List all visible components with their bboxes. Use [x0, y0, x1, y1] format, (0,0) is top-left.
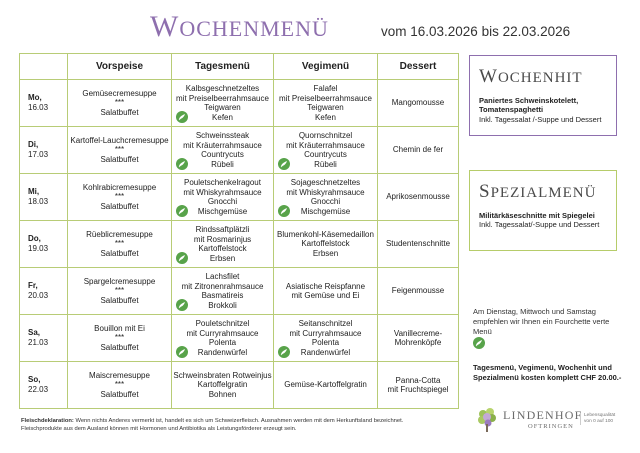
day-name: Do, — [28, 234, 41, 243]
dessert-cell — [378, 315, 459, 362]
vegimenu-cell-line: Teigwaren — [307, 103, 344, 112]
tagesmenu-cell-line: Schweinsbraten Rotweinjus — [173, 370, 272, 380]
vorspeise-cell — [68, 80, 172, 127]
tagesmenu-cell-line: Kartoffelstock — [198, 244, 247, 253]
vorspeise-cell-line: Maiscremesuppe — [89, 370, 150, 380]
vorspeise-cell-line: *** — [114, 145, 125, 155]
vorspeise-cell-line: *** — [114, 333, 125, 343]
dessert-cell — [378, 80, 459, 127]
fourchette-verte-icon — [278, 346, 290, 358]
dessert-cell-line: Vanillecreme- — [393, 328, 443, 338]
logo-subtitle: OFTRINGEN — [528, 423, 574, 430]
dessert-cell-line: Aprikosenmousse — [386, 192, 450, 202]
vegimenu-cell-line: mit Whiskyrahmsauce — [286, 187, 365, 197]
day-name: Mi, — [28, 187, 40, 196]
tagesmenu-cell-line: Pouletschnitzel — [195, 319, 250, 328]
day-cell — [20, 362, 68, 409]
vegimenu-cell-line: mit Curryrahmsauce — [289, 328, 362, 338]
vorspeise-cell-line: Kohlrabicremesuppe — [82, 182, 157, 192]
table-row — [20, 127, 459, 174]
menu-table — [19, 53, 459, 409]
dessert-cell-line: Feigenmousse — [391, 286, 445, 296]
dessert-cell — [378, 268, 459, 315]
fourchette-verte-icon — [176, 205, 188, 217]
meat-declaration-text1: Wenn nichts Anderes vermerkt ist, handelt es sich um Schweizerfleisch. Ausnahmen werden mit dem Herkunftsland bezeichnet. — [73, 418, 404, 424]
day-cell — [20, 315, 68, 362]
fourchette-verte-icon — [176, 158, 188, 170]
vorspeise-cell — [68, 315, 172, 362]
vegimenu-cell-line: Countrycuts — [304, 150, 347, 159]
vorspeise-cell-line: *** — [114, 380, 125, 390]
vorspeise-cell-line: *** — [114, 239, 125, 249]
tagesmenu-cell-line: Kartoffelgratin — [197, 380, 248, 390]
menu-body — [20, 80, 459, 409]
table-row — [20, 80, 459, 127]
table-row — [20, 221, 459, 268]
vorspeise-cell-line: Salatbuffet — [100, 389, 139, 399]
dessert-cell-line: Chemin de fer — [392, 145, 444, 155]
day-date: 16.03 — [28, 103, 49, 112]
vegimenu-cell-line: Kartoffelstock — [301, 239, 350, 249]
tagesmenu-cell-line: Schweinssteak — [195, 131, 250, 140]
spezialmenu-extra: Inkl. Tagessalat/-Suppe und Dessert — [479, 220, 600, 230]
tagesmenu-cell-line: mit Zitronenrahmsauce — [181, 281, 264, 291]
tagesmenu-cell-line: Lachsfilet — [205, 272, 240, 281]
tagesmenu-cell-line: mit Kräuterrahmsauce — [183, 140, 262, 150]
page-title-initial: W — [150, 10, 180, 43]
price-note: Tagesmenü, Vegimenü, Wochenhit und Spezialmenü kosten komplett CHF 20.00.- — [473, 363, 622, 382]
day-cell — [20, 80, 68, 127]
table-row — [20, 315, 459, 362]
vegimenu-cell-line: Kefen — [315, 112, 336, 122]
vorspeise-cell-line: Spargelcremesuppe — [83, 276, 156, 286]
vorspeise-cell-line: Salatbuffet — [100, 107, 139, 117]
spezialmenu-box — [469, 170, 617, 251]
fourchette-verte-icon — [278, 158, 290, 170]
vegimenu-cell — [274, 127, 378, 174]
vorspeise-cell-line: *** — [114, 98, 125, 108]
dessert-cell-line: Panna-Cotta — [395, 375, 441, 385]
table-row — [20, 174, 459, 221]
vorspeise-cell-line: Bouillon mit Ei — [94, 323, 145, 333]
tagesmenu-cell-line: Countrycuts — [201, 150, 244, 159]
vegimenu-cell-line: Mischgemüse — [300, 206, 351, 216]
dessert-cell — [378, 362, 459, 409]
vorspeise-cell — [68, 174, 172, 221]
day-name: Mo, — [28, 93, 42, 102]
tagesmenu-cell-line: Rindssaftplätzli — [195, 225, 250, 234]
day-cell — [20, 127, 68, 174]
vorspeise-cell-line: Salatbuffet — [100, 342, 139, 352]
meat-declaration-text2: Fleischprodukte aus dem Ausland können mit Hormonen und Antibiotika als Leistungsförderer erzeugt sein. — [21, 425, 297, 432]
fourchette-verte-icon — [176, 299, 188, 311]
spezialmenu-title: SPEZIALMENÜ — [479, 181, 597, 202]
vegimenu-cell — [274, 221, 378, 268]
page-title-rest: OCHENMENÜ — [179, 16, 329, 41]
day-date: 20.03 — [28, 291, 49, 300]
wochenhit-box — [469, 55, 617, 136]
dessert-cell-line: mit Fruchtspiegel — [387, 385, 449, 394]
lindenhof-logo — [476, 405, 626, 440]
day-name: Sa, — [28, 328, 41, 337]
day-date: 21.03 — [28, 338, 49, 347]
tagesmenu-cell-line: Randenwürfel — [197, 347, 248, 357]
vorspeise-cell-line: *** — [114, 192, 125, 202]
tagesmenu-cell-line: Polenta — [208, 338, 237, 347]
vorspeise-cell-line: Rüeblicremesuppe — [86, 229, 153, 239]
day-date: 18.03 — [28, 197, 49, 206]
tagesmenu-cell-line: mit Preiselbeerrahmsauce — [176, 93, 269, 103]
tagesmenu-cell-line: Gnocchi — [207, 197, 238, 206]
day-cell — [20, 221, 68, 268]
tagesmenu-cell-line: mit Rosmarinjus — [193, 234, 252, 244]
tagesmenu-cell-line: mit Curryrahmsauce — [186, 328, 259, 338]
vorspeise-cell — [68, 362, 172, 409]
vegimenu-cell-line: Rübeli — [314, 159, 337, 169]
vegimenu-cell-line: mit Gemüse und Ei — [291, 291, 360, 300]
day-date: 22.03 — [28, 385, 49, 394]
vorspeise-cell-line: Salatbuffet — [100, 248, 139, 258]
tagesmenu-cell-line: Teigwaren — [204, 103, 241, 112]
tagesmenu-cell — [172, 268, 274, 315]
tagesmenu-cell — [172, 174, 274, 221]
dessert-cell — [378, 127, 459, 174]
table-row — [20, 268, 459, 315]
linden-tree-icon — [476, 407, 498, 433]
header-vorspeise: Vorspeise — [68, 54, 172, 80]
logo-tagline: Lebensqualität von 0 auf 100 — [580, 413, 624, 425]
wochenhit-title: WOCHENHIT — [479, 66, 583, 87]
fourchette-verte-icon — [278, 205, 290, 217]
vegimenu-cell — [274, 315, 378, 362]
vorspeise-cell-line: *** — [114, 286, 125, 296]
vegimenu-cell-line: Erbsen — [312, 248, 339, 258]
vegimenu-cell — [274, 268, 378, 315]
fourchette-note: Am Dienstag, Mittwoch und Samstag empfehlen wir Ihnen ein Fourchette verte Menü — [473, 307, 610, 336]
header-dessert: Dessert — [378, 54, 459, 80]
vegimenu-cell — [274, 80, 378, 127]
dessert-cell — [378, 221, 459, 268]
tagesmenu-cell-line: Rübeli — [211, 159, 234, 169]
page-title — [150, 10, 329, 44]
vorspeise-cell — [68, 268, 172, 315]
dessert-cell-line: Studentenschnitte — [385, 239, 451, 249]
spezialmenu-dish: Militärkäseschnitte mit Spiegelei — [479, 211, 595, 220]
logo-brand: LINDENHOF — [503, 408, 583, 422]
fourchette-verte-icon — [176, 111, 188, 123]
table-header-row — [20, 54, 459, 80]
spezialmenu-body — [479, 211, 613, 230]
vorspeise-cell — [68, 221, 172, 268]
wochenhit-dish: Paniertes Schweinskotelett, Tomatenspaghetti — [479, 96, 579, 115]
vorspeise-cell-line: Kartoffel-Lauchcremesuppe — [70, 135, 169, 145]
day-name: So, — [28, 375, 41, 384]
wochenhit-extra: Inkl. Tagessalat /-Suppe und Dessert — [479, 114, 602, 124]
day-cell — [20, 174, 68, 221]
meat-declaration-label: Fleischdeklaration: — [21, 418, 74, 424]
vegimenu-cell-line: Blumenkohl-Käsemedaillon — [277, 229, 374, 239]
header-tagesmenu: Tagesmenü — [172, 54, 274, 80]
tagesmenu-cell-line: Brokkoli — [208, 300, 237, 310]
fourchette-verte-icon — [176, 252, 188, 264]
day-date: 17.03 — [28, 150, 49, 159]
day-name: Fr, — [28, 281, 38, 290]
vorspeise-cell-line: Salatbuffet — [100, 201, 139, 211]
tagesmenu-cell-line: Kefen — [212, 112, 233, 122]
tagesmenu-cell-line: mit Whiskyrahmsauce — [183, 187, 262, 197]
day-cell — [20, 268, 68, 315]
vegimenu-cell — [274, 174, 378, 221]
day-name: Di, — [28, 140, 39, 149]
vegimenu-cell-line: Gnocchi — [310, 197, 341, 206]
meat-declaration — [21, 418, 461, 433]
dessert-cell-line: Mohrenköpfe — [394, 338, 442, 347]
dessert-cell-line: Mangomousse — [391, 98, 445, 108]
vegimenu-cell-line: Seitanschnitzel — [298, 319, 353, 328]
dessert-cell — [378, 174, 459, 221]
tagesmenu-cell — [172, 315, 274, 362]
tagesmenu-cell-line: Kalbsgeschnetzeltes — [185, 84, 260, 93]
tagesmenu-cell — [172, 362, 274, 409]
vegimenu-cell-line: Polenta — [311, 338, 340, 347]
vorspeise-cell-line: Salatbuffet — [100, 295, 139, 305]
vegimenu-cell-line: Sojageschnetzeltes — [290, 178, 361, 187]
day-date: 19.03 — [28, 244, 49, 253]
header-day — [20, 54, 68, 80]
tagesmenu-cell-line: Basmatireis — [201, 291, 244, 300]
tagesmenu-cell — [172, 127, 274, 174]
wochenhit-body — [479, 96, 613, 124]
vegimenu-cell-line: Quornschnitzel — [298, 131, 353, 140]
tagesmenu-cell — [172, 221, 274, 268]
tagesmenu-cell-line: Pouletschenkelragout — [184, 178, 261, 187]
fourchette-verte-icon — [473, 337, 485, 349]
tagesmenu-cell — [172, 80, 274, 127]
vorspeise-cell-line: Gemüsecremesuppe — [82, 88, 157, 98]
tagesmenu-cell-line: Mischgemüse — [197, 206, 248, 216]
vegimenu-cell-line: mit Kräuterrahmsauce — [286, 140, 365, 150]
vegimenu-cell — [274, 362, 378, 409]
tagesmenu-cell-line: Erbsen — [209, 253, 236, 263]
fourchette-verte-icon — [176, 346, 188, 358]
vorspeise-cell — [68, 127, 172, 174]
vegimenu-cell-line: mit Preiselbeerrahmsauce — [279, 93, 372, 103]
tagesmenu-cell-line: Bohnen — [208, 389, 237, 399]
header-vegimenu: Vegimenü — [274, 54, 378, 80]
vegimenu-cell-line: Falafel — [313, 84, 338, 93]
vegimenu-cell-line: Randenwürfel — [300, 347, 351, 357]
vorspeise-cell-line: Salatbuffet — [100, 154, 139, 164]
vegimenu-cell-line: Asiatische Reispfanne — [285, 281, 366, 291]
vegimenu-cell-line: Gemüse-Kartoffelgratin — [284, 380, 367, 390]
table-row — [20, 362, 459, 409]
date-range: vom 16.03.2026 bis 22.03.2026 — [381, 24, 571, 39]
